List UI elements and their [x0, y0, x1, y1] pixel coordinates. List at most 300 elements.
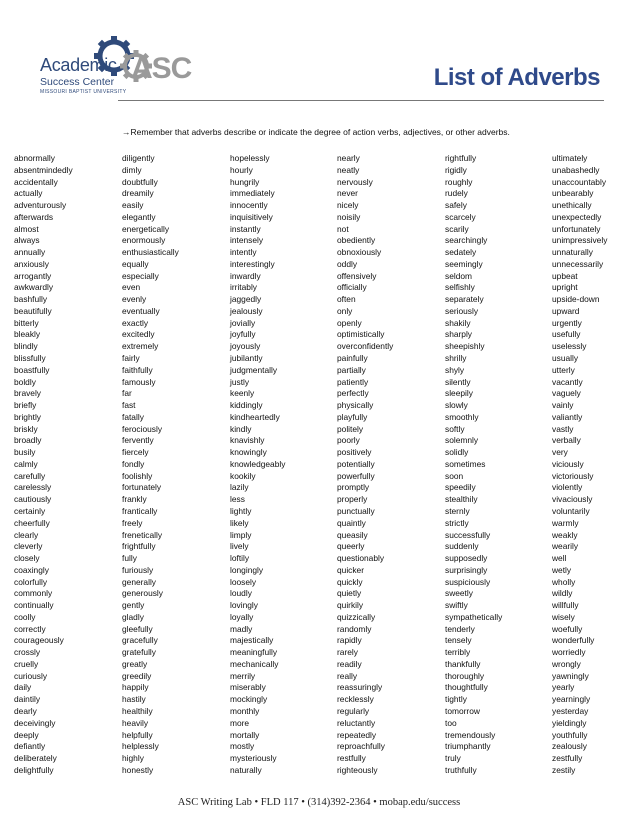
- adverb-item: lovingly: [230, 600, 258, 611]
- adverb-item: loosely: [230, 576, 257, 587]
- adverb-item: tomorrow: [445, 705, 480, 716]
- adverb-item: sheepishly: [445, 341, 485, 352]
- adverb-item: truthfully: [445, 764, 477, 775]
- logo-academic-text: Academic: [40, 55, 117, 75]
- adverb-item: thoughtfully: [445, 682, 488, 693]
- adverb-item: dreamily: [122, 188, 154, 199]
- adverb-item: violently: [552, 482, 583, 493]
- adverb-item: famously: [122, 376, 156, 387]
- adverb-item: partially: [337, 364, 366, 375]
- logo-university-text: MISSOURI BAPTIST UNIVERSITY: [40, 89, 127, 95]
- adverb-item: regularly: [337, 705, 370, 716]
- adverb-item: inwardly: [230, 270, 261, 281]
- adverb-item: bravely: [14, 388, 41, 399]
- adverb-item: helplessly: [122, 741, 159, 752]
- adverb-item: less: [230, 494, 245, 505]
- adverb-item: victoriously: [552, 470, 594, 481]
- adverb-item: surprisingly: [445, 564, 488, 575]
- adverb-item: unaccountably: [552, 176, 607, 187]
- adverb-item: patiently: [337, 376, 369, 387]
- adverb-item: solidly: [445, 447, 469, 458]
- adverb-item: abnormally: [14, 153, 55, 163]
- adverb-item: rudely: [445, 188, 468, 199]
- adverb-item: gently: [122, 600, 145, 611]
- adverb-item: zestily: [552, 764, 576, 775]
- adverb-item: highly: [122, 753, 144, 764]
- adverb-item: reassuringly: [337, 682, 383, 693]
- adverb-item: voluntarily: [552, 505, 590, 516]
- adverb-item: gladly: [122, 611, 144, 622]
- adverb-item: upside-down: [552, 294, 600, 305]
- adverb-item: frankly: [122, 494, 147, 505]
- adverb-item: verbally: [552, 435, 581, 446]
- adverb-item: unnecessarily: [552, 258, 604, 269]
- adverb-item: seriously: [445, 305, 479, 316]
- adverb-item: boastfully: [14, 364, 50, 375]
- adverb-item: thoroughly: [445, 670, 485, 681]
- adverb-item: fervently: [122, 435, 154, 446]
- adverb-item: sternly: [445, 505, 470, 516]
- adverb-item: stealthily: [445, 494, 478, 505]
- adverb-item: silently: [445, 376, 471, 387]
- adverb-item: mostly: [230, 741, 255, 752]
- adverb-item: colorfully: [14, 576, 48, 587]
- adverb-item: likely: [230, 517, 249, 528]
- adverb-item: scarily: [445, 223, 469, 234]
- adverb-item: hopelessly: [230, 153, 270, 163]
- adverb-item: swiftly: [445, 600, 468, 611]
- adverb-item: playfully: [337, 411, 368, 422]
- adverb-item: briefly: [14, 400, 37, 411]
- adverb-item: suspiciously: [445, 576, 491, 587]
- adverb-item: uselessly: [552, 341, 587, 352]
- adverb-item: calmly: [14, 458, 38, 469]
- adverb-item: annually: [14, 247, 46, 258]
- adverb-item: supposedly: [445, 553, 488, 564]
- adverb-item: woefully: [552, 623, 583, 634]
- adverb-item: judgmentally: [230, 364, 278, 375]
- adverb-item: scarcely: [445, 211, 476, 222]
- adverb-item: absentmindedly: [14, 164, 73, 175]
- adverb-item: ultimately: [552, 153, 588, 163]
- adverb-item: fast: [122, 400, 136, 411]
- adverb-column-1: [14, 153, 119, 777]
- adverb-item: immediately: [230, 188, 275, 199]
- adverb-item: commonly: [14, 588, 53, 599]
- adverb-item: sleepily: [445, 388, 473, 399]
- logo-asc-text: ASC: [131, 52, 192, 85]
- adverb-item: energetically: [122, 223, 170, 234]
- adverb-item: bleakly: [14, 329, 41, 340]
- adverb-item: warmly: [552, 517, 579, 528]
- adverb-item: brightly: [14, 411, 41, 422]
- adverb-item: zealously: [552, 741, 587, 752]
- adverb-item: frightfully: [122, 541, 156, 552]
- adverb-item: not: [337, 223, 349, 234]
- adverb-item: lively: [230, 541, 249, 552]
- adverb-item: gracefully: [122, 635, 158, 646]
- adverb-item: ferociously: [122, 423, 163, 434]
- adverb-item: kindheartedly: [230, 411, 280, 422]
- adverb-item: repeatedly: [337, 729, 377, 740]
- adverb-item: sedately: [445, 247, 477, 258]
- adverb-item: wetly: [552, 564, 572, 575]
- adverb-item: irritably: [230, 282, 257, 293]
- adverb-item: willfully: [552, 600, 579, 611]
- adverb-column-4: [337, 153, 442, 777]
- adverb-item: generously: [122, 588, 163, 599]
- adverb-item: longingly: [230, 564, 264, 575]
- adverb-item: freely: [122, 517, 143, 528]
- adverb-item: unabashedly: [552, 164, 600, 175]
- adverb-item: oddly: [337, 258, 358, 269]
- adverb-item: shakily: [445, 317, 471, 328]
- adverb-item: fortunately: [122, 482, 162, 493]
- adverb-item: unimpressively: [552, 235, 608, 246]
- adverb-item: obnoxiously: [337, 247, 382, 258]
- adverb-item: kiddingly: [230, 400, 263, 411]
- adverb-item: nervously: [337, 176, 373, 187]
- adverb-item: fatally: [122, 411, 144, 422]
- adverb-item: inquisitively: [230, 211, 273, 222]
- adverb-item: triumphantly: [445, 741, 491, 752]
- adverb-item: worriedly: [552, 647, 586, 658]
- adverb-item: meaningfully: [230, 647, 278, 658]
- adverb-item: frenetically: [122, 529, 163, 540]
- adverb-item: too: [445, 717, 457, 728]
- adverb-item: loyally: [230, 611, 254, 622]
- adverb-item: correctly: [14, 623, 46, 634]
- adverb-item: coolly: [14, 611, 36, 622]
- adverb-item: valiantly: [552, 411, 583, 422]
- adverb-item: afterwards: [14, 211, 54, 222]
- adverb-item: bitterly: [14, 317, 39, 328]
- adverb-item: potentially: [337, 458, 375, 469]
- adverb-item: never: [337, 188, 358, 199]
- adverb-item: offensively: [337, 270, 377, 281]
- adverb-item: mortally: [230, 729, 260, 740]
- adverb-item: carelessly: [14, 482, 52, 493]
- adverb-item: softly: [445, 423, 465, 434]
- adverb-item: naturally: [230, 764, 262, 775]
- adverb-item: beautifully: [14, 305, 52, 316]
- adverb-item: elegantly: [122, 211, 156, 222]
- adverb-item: kookily: [230, 470, 256, 481]
- adverb-item: quizzically: [337, 611, 376, 622]
- adverb-item: monthly: [230, 705, 260, 716]
- adverb-item: exactly: [122, 317, 149, 328]
- adverb-item: soon: [445, 470, 464, 481]
- adverb-item: vainly: [552, 400, 574, 411]
- adverb-item: enormously: [122, 235, 166, 246]
- adverb-item: greatly: [122, 658, 148, 669]
- adverb-item: wonderfully: [552, 635, 595, 646]
- adverb-item: lazily: [230, 482, 249, 493]
- adverb-item: honestly: [122, 764, 154, 775]
- adverb-item: upward: [552, 305, 580, 316]
- adverb-item: urgently: [552, 317, 582, 328]
- asc-logo: [36, 36, 206, 98]
- adverb-item: fiercely: [122, 447, 149, 458]
- adverb-item: unethically: [552, 200, 592, 211]
- adverb-item: unnaturally: [552, 247, 593, 258]
- adverb-item: faithfully: [122, 364, 153, 375]
- adverb-item: deeply: [14, 729, 39, 740]
- adverb-item: jovially: [230, 317, 256, 328]
- adverb-item: happily: [122, 682, 149, 693]
- adverb-item: delightfully: [14, 764, 54, 775]
- adverb-item: deceivingly: [14, 717, 56, 728]
- adverb-item: seldom: [445, 270, 472, 281]
- adverb-item: broadly: [14, 435, 42, 446]
- adverb-item: cheerfully: [14, 517, 50, 528]
- adverb-item: truly: [445, 753, 461, 764]
- adverb-item: hungrily: [230, 176, 260, 187]
- adverb-item: jaggedly: [230, 294, 262, 305]
- adverb-item: poorly: [337, 435, 360, 446]
- adverb-item: thankfully: [445, 658, 481, 669]
- adverb-item: courageously: [14, 635, 64, 646]
- adverb-item: vastly: [552, 423, 574, 434]
- adverb-item: knowledgeably: [230, 458, 286, 469]
- adverb-item: shyly: [445, 364, 465, 375]
- adverb-item: dearly: [14, 705, 37, 716]
- adverb-item: almost: [14, 223, 39, 234]
- adverb-item: wrongly: [552, 658, 581, 669]
- adverb-item: vaguely: [552, 388, 581, 399]
- adverb-item: terribly: [445, 647, 471, 658]
- adverb-item: fondly: [122, 458, 145, 469]
- adverb-item: weakly: [552, 529, 578, 540]
- adverb-item: curiously: [14, 670, 48, 681]
- adverb-item: righteously: [337, 764, 378, 775]
- adverb-item: clearly: [14, 529, 39, 540]
- adverb-item: defiantly: [14, 741, 46, 752]
- adverb-item: doubtfully: [122, 176, 158, 187]
- adverb-item: quaintly: [337, 517, 366, 528]
- adverb-item: recklessly: [337, 694, 374, 705]
- adverb-item: quickly: [337, 576, 363, 587]
- adverb-item: really: [337, 670, 358, 681]
- adverb-item: upright: [552, 282, 578, 293]
- adverb-item: neatly: [337, 164, 360, 175]
- adverb-item: successfully: [445, 529, 491, 540]
- adverb-item: extremely: [122, 341, 159, 352]
- adverb-item: limply: [230, 529, 252, 540]
- adverb-item: searchingly: [445, 235, 488, 246]
- adverb-item: yearly: [552, 682, 575, 693]
- adverb-item: reluctantly: [337, 717, 376, 728]
- adverb-item: readily: [337, 658, 362, 669]
- adverb-item: always: [14, 235, 40, 246]
- adverb-item: especially: [122, 270, 159, 281]
- adverb-item: upbeat: [552, 270, 578, 281]
- adverb-item: hastily: [122, 694, 146, 705]
- adverb-item: usually: [552, 353, 579, 364]
- adverb-item: awkwardly: [14, 282, 54, 293]
- adverb-item: yearningly: [552, 694, 591, 705]
- adverb-item: enthusiastically: [122, 247, 179, 258]
- adverb-item: dimly: [122, 164, 142, 175]
- adverb-item: blissfully: [14, 353, 46, 364]
- adverb-item: quirkily: [337, 600, 364, 611]
- adverb-item: promptly: [337, 482, 370, 493]
- adverb-item: deliberately: [14, 753, 57, 764]
- adverb-item: even: [122, 282, 141, 293]
- adverb-item: intensely: [230, 235, 264, 246]
- adverb-item: arrogantly: [14, 270, 52, 281]
- adverb-item: closely: [14, 553, 40, 564]
- footer-contact: ASC Writing Lab • FLD 117 • (314)392-2364 • mobap.edu/success: [177, 797, 461, 808]
- adverb-item: furiously: [122, 564, 154, 575]
- adverb-item: wildly: [552, 588, 573, 599]
- adverb-item: briskly: [14, 423, 38, 434]
- adverb-item: mechanically: [230, 658, 279, 669]
- adverb-item: tensely: [445, 635, 472, 646]
- adverb-item: madly: [230, 623, 253, 634]
- adverb-item: physically: [337, 400, 374, 411]
- adverb-item: restfully: [337, 753, 366, 764]
- adverb-item: noisily: [337, 211, 361, 222]
- adverb-item: cleverly: [14, 541, 43, 552]
- adverb-item: gratefully: [122, 647, 156, 658]
- adverb-item: painfully: [337, 353, 368, 364]
- adverb-item: mysteriously: [230, 753, 277, 764]
- logo-success-center-text: Success Center: [40, 76, 115, 88]
- adverb-item: tenderly: [445, 623, 475, 634]
- adverb-item: smoothly: [445, 411, 479, 422]
- adverb-item: unbearably: [552, 188, 594, 199]
- adverb-item: politely: [337, 423, 364, 434]
- adverb-item: anxiously: [14, 258, 49, 269]
- adverb-item: diligently: [122, 153, 155, 163]
- adverb-item: continually: [14, 600, 54, 611]
- adverb-item: actually: [14, 188, 43, 199]
- adverb-item: far: [122, 388, 132, 399]
- adverb-item: loftily: [230, 553, 250, 564]
- adverb-column-2: [122, 153, 227, 777]
- adverb-item: sweetly: [445, 588, 473, 599]
- adverb-item: vacantly: [552, 376, 583, 387]
- adverb-item: boldly: [14, 376, 36, 387]
- adverb-item: viciously: [552, 458, 584, 469]
- adverb-item: helpfully: [122, 729, 153, 740]
- adverb-item: busily: [14, 447, 36, 458]
- adverb-item: wearily: [552, 541, 579, 552]
- adverb-item: merrily: [230, 670, 256, 681]
- adverb-item: jealously: [230, 305, 263, 316]
- adverb-item: generally: [122, 576, 156, 587]
- adverb-item: nicely: [337, 200, 359, 211]
- adverb-item: fairly: [122, 353, 140, 364]
- adverb-item: foolishly: [122, 470, 153, 481]
- adverb-item: coaxingly: [14, 564, 49, 575]
- adverb-item: youthfully: [552, 729, 588, 740]
- adverb-item: speedily: [445, 482, 476, 493]
- adverb-item: sometimes: [445, 458, 486, 469]
- adverb-item: equally: [122, 258, 149, 269]
- adverb-item: adventurously: [14, 200, 67, 211]
- adverb-item: powerfully: [337, 470, 375, 481]
- adverb-item: more: [230, 717, 250, 728]
- adverb-item: overconfidently: [337, 341, 394, 352]
- adverb-column-6: [552, 153, 638, 777]
- adverb-column-3: [230, 153, 335, 777]
- adverb-item: frantically: [122, 505, 158, 516]
- adverb-item: evenly: [122, 294, 147, 305]
- adverb-item: seemingly: [445, 258, 483, 269]
- adverb-item: quicker: [337, 564, 364, 575]
- adverb-item: separately: [445, 294, 484, 305]
- adverb-item: tremendously: [445, 729, 496, 740]
- adverb-item: crossly: [14, 647, 41, 658]
- adverb-item: keenly: [230, 388, 255, 399]
- adverb-item: blindly: [14, 341, 38, 352]
- adverb-item: excitedly: [122, 329, 155, 340]
- adverb-item: unfortunately: [552, 223, 601, 234]
- adverb-item: sympathetically: [445, 611, 503, 622]
- adverb-item: zestfully: [552, 753, 583, 764]
- adverb-item: sharply: [445, 329, 472, 340]
- adverb-item: utterly: [552, 364, 575, 375]
- adverb-item: roughly: [445, 176, 473, 187]
- adverb-item: interestingly: [230, 258, 275, 269]
- adverb-item: properly: [337, 494, 368, 505]
- adverb-item: queerly: [337, 541, 365, 552]
- adverb-item: eventually: [122, 305, 160, 316]
- adverb-item: cruelly: [14, 658, 39, 669]
- adverb-item: vivaciously: [552, 494, 593, 505]
- adverb-item: safely: [445, 200, 467, 211]
- adverb-item: bashfully: [14, 294, 48, 305]
- header-divider: [118, 100, 604, 101]
- instruction-note: →Remember that adverbs describe or indicate the degree of action verbs, adjectives, or other adverbs.: [122, 127, 510, 137]
- adverb-item: nearly: [337, 153, 360, 163]
- adverb-item: wisely: [552, 611, 575, 622]
- adverb-item: questionably: [337, 553, 385, 564]
- adverb-item: cautiously: [14, 494, 52, 505]
- adverb-item: often: [337, 294, 356, 305]
- adverb-item: yawningly: [552, 670, 589, 681]
- adverb-item: rigidly: [445, 164, 467, 175]
- adverb-item: unexpectedly: [552, 211, 602, 222]
- adverb-item: suddenly: [445, 541, 479, 552]
- adverb-item: knavishly: [230, 435, 265, 446]
- adverb-item: heavily: [122, 717, 149, 728]
- adverb-item: solemnly: [445, 435, 479, 446]
- adverb-item: usefully: [552, 329, 581, 340]
- adverb-item: certainly: [14, 505, 46, 516]
- adverb-item: justly: [230, 376, 250, 387]
- adverb-item: instantly: [230, 223, 261, 234]
- adverb-item: openly: [337, 317, 362, 328]
- adverb-item: rightfully: [445, 153, 477, 163]
- adverb-item: very: [552, 447, 568, 458]
- adverb-item: joyfully: [230, 329, 256, 340]
- adverb-item: accidentally: [14, 176, 58, 187]
- adverb-item: yieldingly: [552, 717, 587, 728]
- adverb-item: knowingly: [230, 447, 267, 458]
- adverb-item: obediently: [337, 235, 376, 246]
- adverb-item: daintily: [14, 694, 41, 705]
- adverb-item: quietly: [337, 588, 362, 599]
- adverb-item: easily: [122, 200, 144, 211]
- adverb-item: healthily: [122, 705, 153, 716]
- page-title: List of Adverbs: [433, 64, 600, 91]
- adverb-item: joyously: [230, 341, 261, 352]
- adverb-item: rapidly: [337, 635, 362, 646]
- adverb-item: kindly: [230, 423, 252, 434]
